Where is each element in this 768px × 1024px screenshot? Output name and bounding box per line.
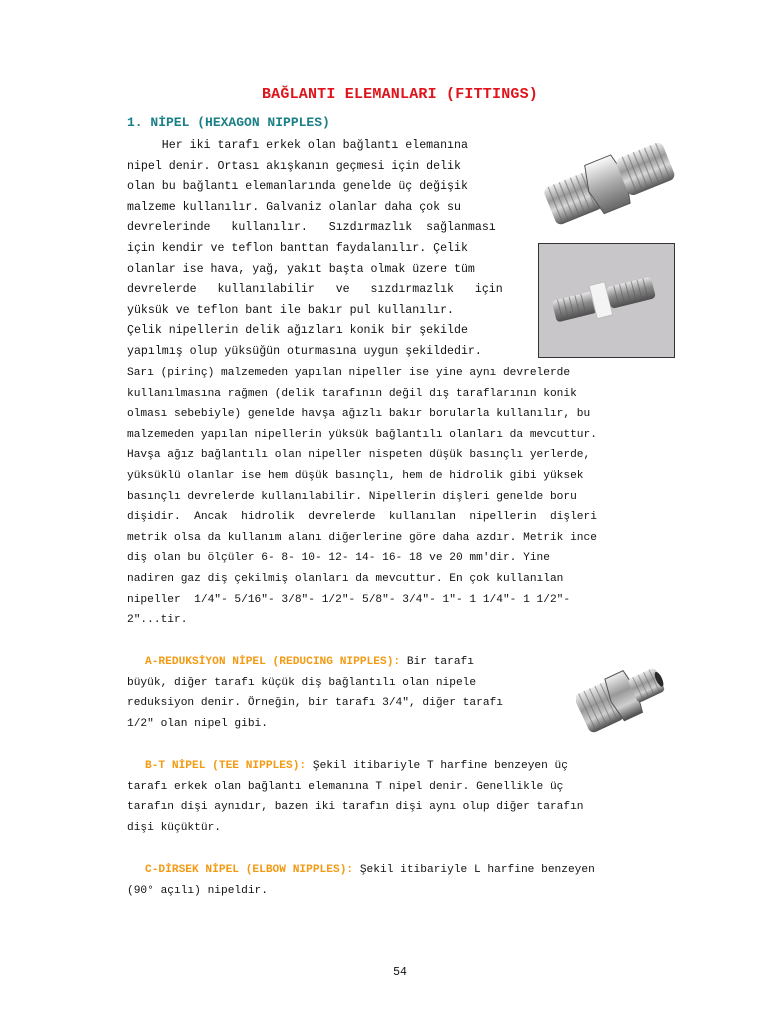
intro-line: olan bu bağlantı elemanlarında genelde üç değişik [127, 180, 468, 194]
body-line: olması sebebiyle) genelde havşa ağızlı bakır borularla kullanılır, bu [127, 408, 591, 421]
intro-line: yüksük ve teflon bant ile bakır pul kullanılır. [127, 303, 454, 317]
body-line: dişidir. Ancak hidrolik devrelerde kullanılan nipellerin dişleri [127, 511, 597, 524]
body-line: diş olan bu ölçüler 6- 8- 10- 12- 14- 16- 18 ve 20 mm'dir. Yine [127, 552, 550, 565]
body-line: Havşa ağız bağlantılı olan nipeller nispeten düşük basınçlı yerlerde, [127, 449, 591, 462]
reducing-nipple-photo [576, 652, 666, 742]
tee-nipple-heading: B-T NİPEL (TEE NIPPLES): [145, 760, 307, 772]
body-line: basınçlı devrelerde kullanılabilir. Nipellerin dişleri genelde boru [127, 490, 577, 503]
elbow-nipple-paragraph [127, 860, 677, 901]
body-line: 2"...tir. [127, 614, 188, 627]
intro-line: olanlar ise hava, yağ, yakıt başta olmak üzere tüm [127, 262, 475, 276]
body-line: metrik olsa da kullanım alanı diğerlerine göre daha azdır. Metrik ince [127, 531, 597, 544]
intro-line: malzeme kullanılır. Galvaniz olanlar daha çok su [127, 200, 461, 214]
elbow-line: (90° açılı) nipeldir. [127, 884, 268, 897]
reducing-nipple-paragraph [127, 652, 567, 734]
reducing-line: reduksiyon denir. Örneğin, bir tarafı 3/4", diğer tarafı [127, 697, 503, 710]
taped-nipple-photo [538, 243, 675, 358]
reducing-first-line [127, 652, 567, 673]
tee-nipple-paragraph [127, 756, 677, 838]
tee-line1-text: Şekil itibariyle T harfine benzeyen üç [306, 760, 568, 772]
hex-nipple-photo [537, 134, 679, 232]
tee-first-line [127, 756, 677, 777]
page-title: BAĞLANTI ELEMANLARI (FITTINGS) [261, 86, 539, 103]
body-line: Sarı (pirinç) malzemeden yapılan nipeller ise yine aynı devrelerde [127, 367, 571, 379]
intro-paragraph [127, 136, 527, 363]
reducing-nipple-heading: A-REDUKSİYON NİPEL (REDUCING NIPPLES): [145, 656, 401, 668]
intro-line: için kendir ve teflon banttan faydalanılır. Çelik [127, 241, 468, 255]
body-line: nadiren gaz diş çekilmiş olanları da mevcuttur. En çok kullanılan [127, 572, 564, 585]
intro-line: Çelik nipellerin delik ağızları konik bir şekilde [127, 324, 468, 338]
reducing-line: 1/2" olan nipel gibi. [127, 717, 268, 730]
intro-line: yapılmış olup yüksüğün oturmasına uygun şekildedir. [127, 344, 482, 358]
tee-line: dişi küçüktür. [127, 821, 221, 834]
reducing-line1-text: Bir tarafı [400, 656, 474, 668]
reducing-line: büyük, diğer tarafı küçük diş bağlantılı olan nipele [127, 676, 477, 689]
body-line: kullanılmasına rağmen (delik tarafının değil dış taraflarının konik [127, 387, 577, 400]
intro-line: devrelerde kullanılabilir ve sızdırmazlık için [127, 283, 503, 297]
body-paragraph [127, 363, 677, 631]
intro-line: Her iki tarafı erkek olan bağlantı elemanına [127, 139, 468, 152]
body-line: malzemeden yapılan nipellerin yüksük bağlantılı olanları da mevcuttur. [127, 428, 597, 441]
elbow-nipple-heading: C-DİRSEK NİPEL (ELBOW NIPPLES): [145, 864, 354, 876]
elbow-line1-text: Şekil itibariyle L harfine benzeyen [353, 864, 595, 876]
intro-line: nipel denir. Ortası akışkanın geçmesi için delik [127, 159, 461, 173]
page-number: 54 [393, 966, 407, 979]
elbow-first-line [127, 860, 677, 881]
body-line: nipeller 1/4"- 5/16"- 3/8"- 1/2"- 5/8"- 3/4"- 1"- 1 1/4"- 1 1/2"- [127, 593, 571, 606]
intro-line: devrelerinde kullanılır. Sızdırmazlık sağlanması [127, 221, 496, 235]
tee-line: tarafın dişi aynıdır, bazen iki tarafın dişi aynı olup diğer tarafın [127, 801, 584, 814]
tee-line: tarafı erkek olan bağlantı elemanına T nipel denir. Genellikle üç [127, 780, 564, 793]
body-line: yüksüklü olanlar ise hem düşük basınçlı, hem de hidrolik gibi yüksek [127, 469, 584, 482]
section-heading: 1. NİPEL (HEXAGON NIPPLES) [127, 115, 330, 130]
